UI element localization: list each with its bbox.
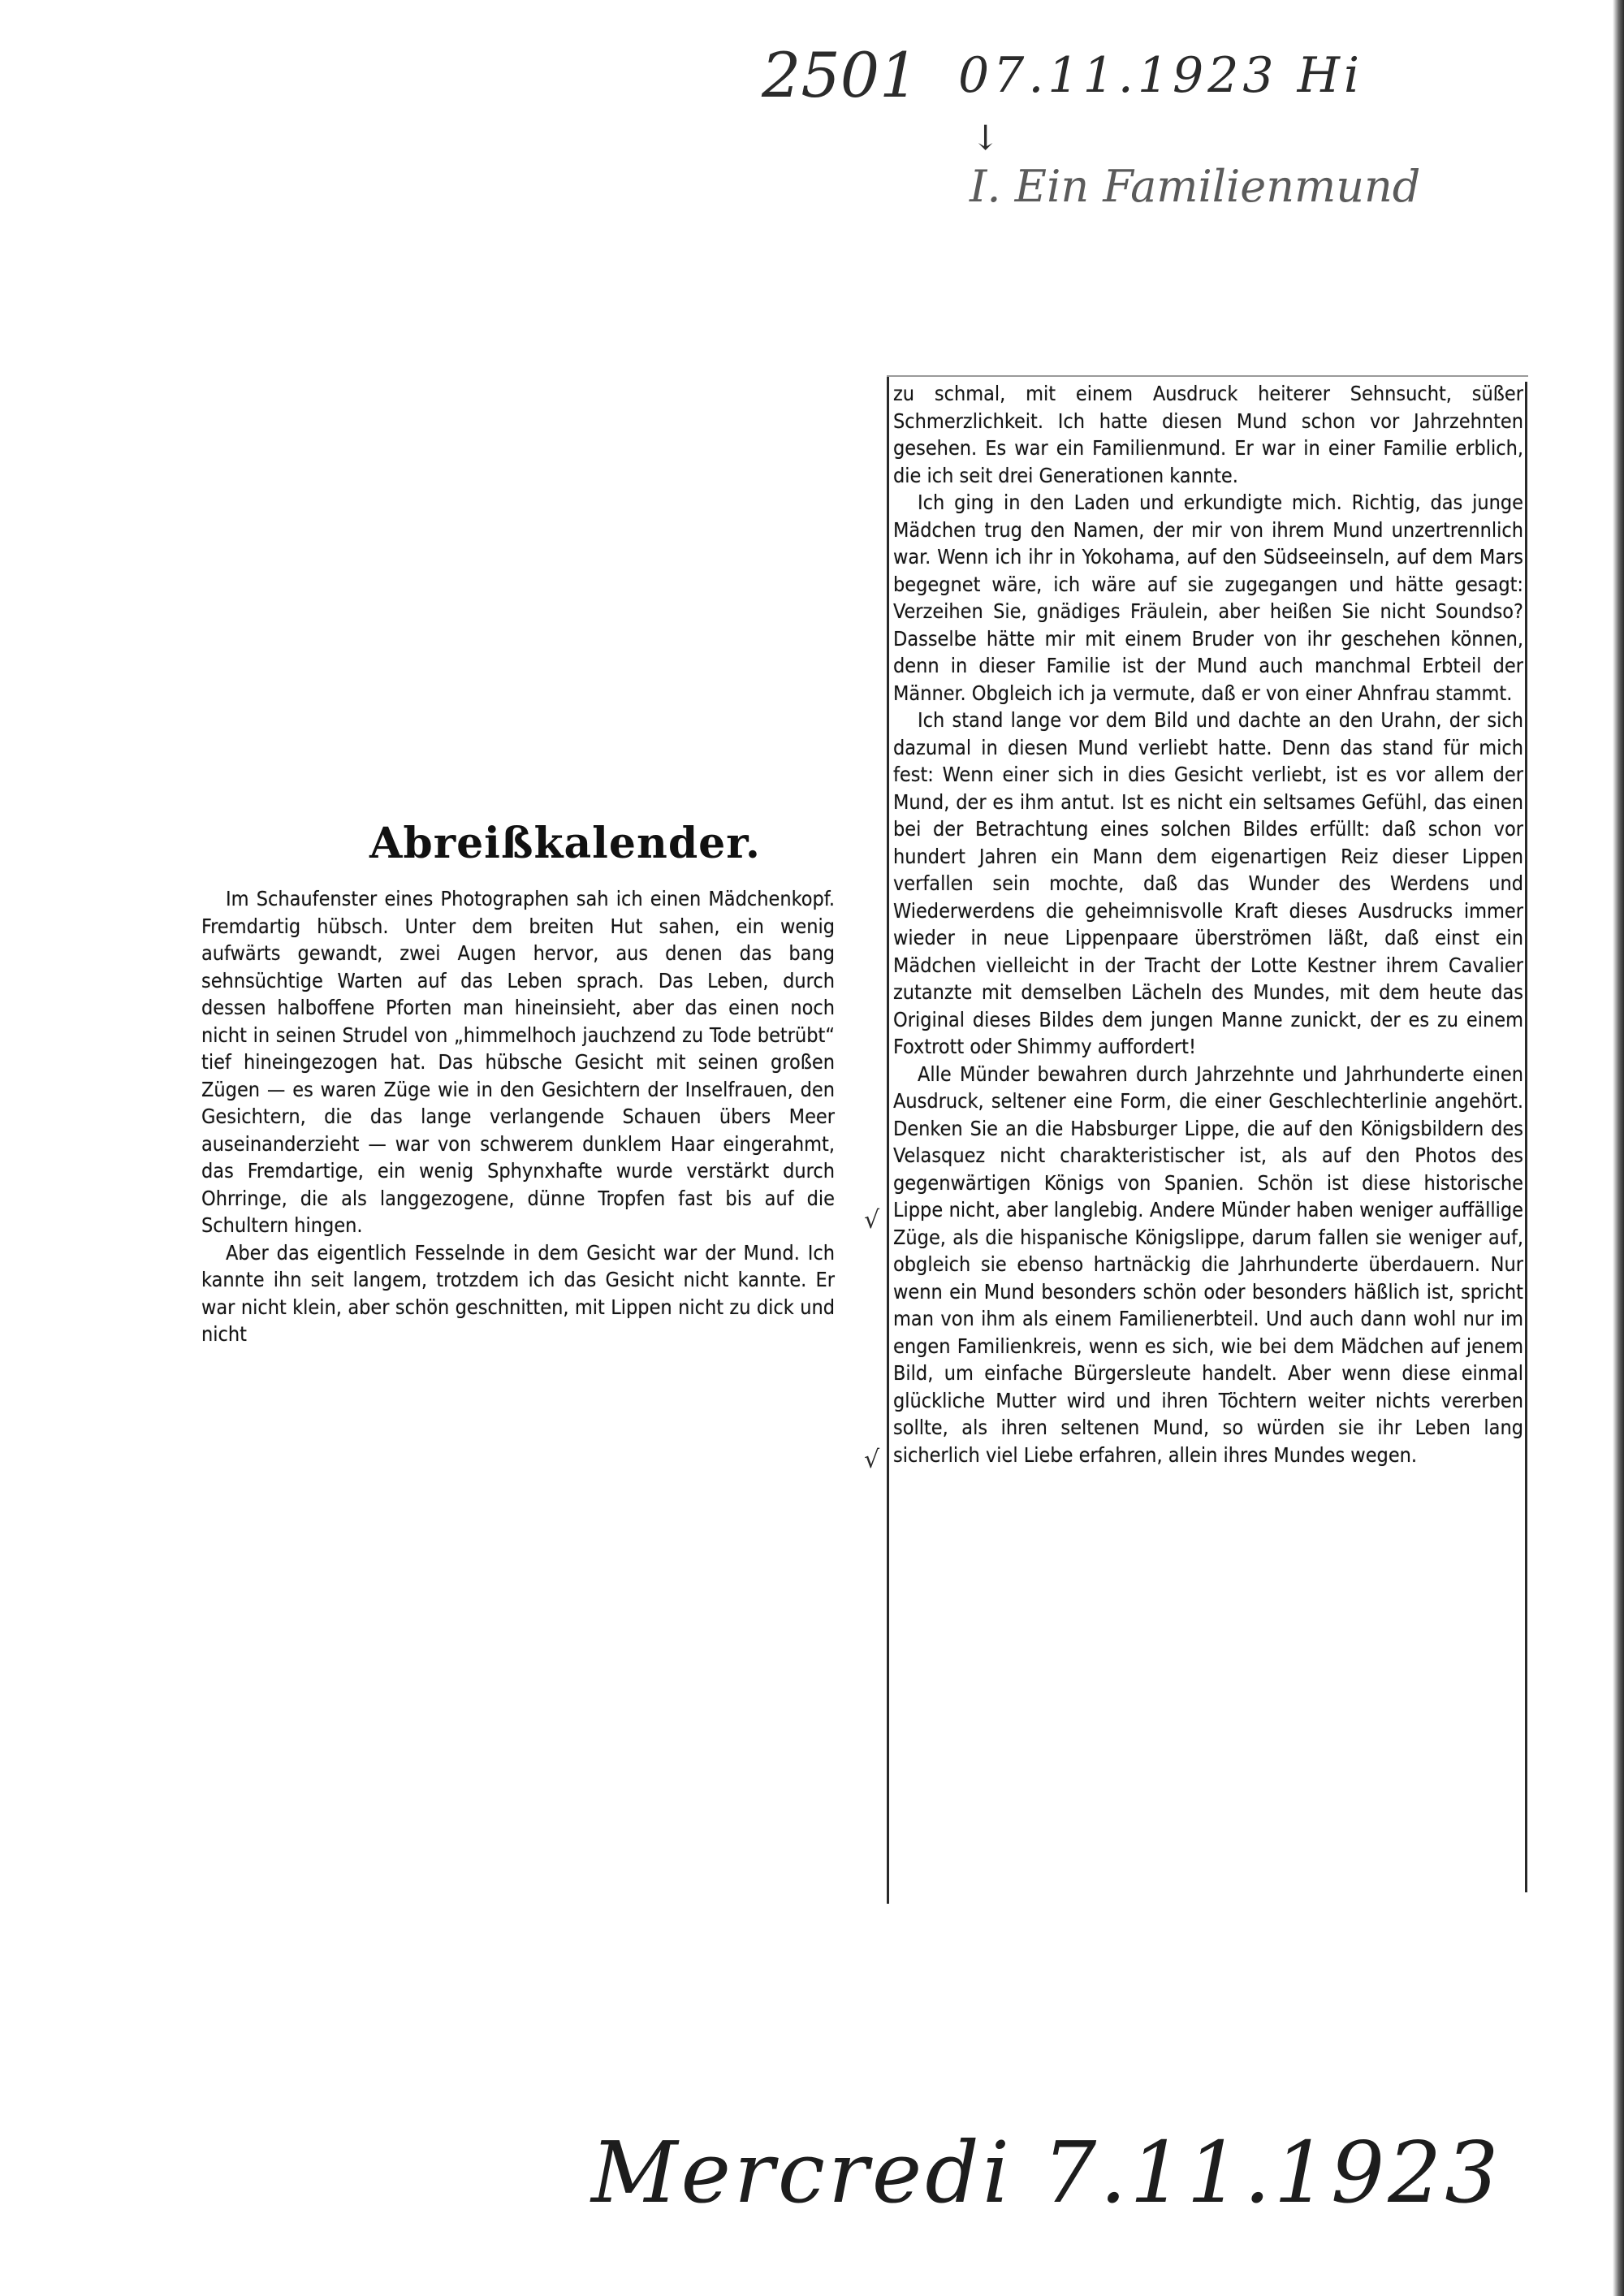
margin-check-mark: √ [864, 1446, 880, 1474]
article-left-column [201, 885, 835, 1348]
article-paragraph: Alle Münder bewahren durch Jahrzehnte und Jahrhunderte einen Ausdruck, seltener eine Form, die einer Geschlechterlinie angehört. Denken Sie an die Habsburger Lippe, die auf den Königsbildern des Velasquez nicht charakteristischer ist, als auf den Photos des gegenwärtigen Königs von Spanien. Schön ist diese historische Lippe nicht, aber langlebig. Andere Münder haben weniger auffällige Züge, als die hispanische Königslippe, darum fallen sie weniger auf, obgleich sie ebenso hartnäckig die Jahrhunderte überdauern. Nur wenn ein Mund besonders schön oder besonders häßlich ist, spricht man von ihm als einem Familienerbteil. Und auch dann wohl nur im engen Familienkreis, wenn es sich, wie bei dem Mädchen auf jenem Bild, um einfache Bürgersleute handelt. Aber wenn diese einmal glückliche Mutter wird und ihren Töchtern weiter nichts vererben sollte, als ihren seltenen Mund, so würden sie ihr Leben lang sicherlich viel Liebe erfahren, allein ihres Mundes wegen. [893, 1062, 1523, 1467]
archive-date-annotation: 07.11.1923 Hi [958, 47, 1364, 104]
article-paragraph: Aber das eigentlich Fesselnde in dem Gesicht war der Mund. Ich kannte ihn seit langem, trotzdem ich das Gesicht nicht kannte. Er war nicht klein, aber schön geschnitten, mit Lippen nicht zu dick und nicht [201, 1240, 835, 1346]
archive-number-annotation: 2501 [762, 39, 919, 111]
column-left-rule [887, 377, 889, 1904]
column-right-rule [1525, 382, 1527, 1892]
bottom-date-annotation: Mercredi 7.11.1923 [591, 2123, 1502, 2222]
article-right-column [893, 380, 1523, 1468]
arrow-mark-annotation: ↓ [971, 118, 1000, 158]
page-edge [1613, 0, 1624, 2296]
article-title: Abreißkalender. [369, 819, 761, 868]
article-paragraph: Ich ging in den Laden und erkundigte mich. Richtig, das junge Mädchen trug den Namen, der mir von ihrem Mund unzertrennlich war. Wenn ich ihr in Yokohama, auf den Südseeinseln, auf dem Mars begegnet wäre, ich wäre auf sie zugegangen und hätte gesagt: Verzeihen Sie, gnädiges Fräulein, aber heißen Sie nicht Soundso? Dasselbe hätte mir mit einem Bruder von ihr geschehen können, denn in dieser Familie ist der Mund auch manchmal Erbteil der Männer. Obgleich ich ja vermute, daß er von einer Ahnfrau stammt. [893, 491, 1523, 705]
folder-note-annotation: I. Ein Familienmund [970, 161, 1421, 212]
article-paragraph: zu schmal, mit einem Ausdruck heiterer Sehnsucht, süßer Schmerzlichkeit. Ich hatte diesen Mund schon vor Jahrzehnten gesehen. Es war ein Familienmund. Er war in einer Familie erblich, die ich seit drei Generationen kannte. [893, 382, 1523, 487]
column-top-rule [887, 375, 1528, 377]
article-paragraph: Im Schaufenster eines Photographen sah ich einen Mädchenkopf. Fremdartig hübsch. Unter dem breiten Hut sahen, ein wenig aufwärts gewandt, zwei Augen hervor, aus denen das bang sehnsüchtige Warten auf das Leben sprach. Das Leben, durch dessen halboffene Pforten man hineinsieht, aber das einen noch nicht in seinen Strudel von „himmelhoch jauchzend zu Tode betrübt“ tief hineingezogen hat. Das hübsche Gesicht mit seinen großen Zügen — es waren Züge wie in den Gesichtern der Inselfrauen, den Gesichtern, die das lange verlangende Schauen übers Meer auseinanderzieht — war von schwerem dunklem Haar eingerahmt, das Fremdartige, ein wenig Sphynxhafte wurde verstärkt durch Ohrringe, die als langgezogene, dünne Tropfen fast bis auf die Schultern hingen. [201, 887, 835, 1237]
margin-check-mark: √ [864, 1206, 880, 1234]
article-paragraph: Ich stand lange vor dem Bild und dachte an den Urahn, der sich dazumal in diesen Mund verliebt hatte. Denn das stand für mich fest: Wenn einer sich in dies Gesicht verliebt, ist es vor allem der Mund, der es ihm antut. Ist es nicht ein seltsames Gefühl, das einen bei der Betrachtung eines solchen Bildes erfüllt: daß schon vor hundert Jahren ein Mann dem eigenartigen Reiz dieser Lippen verfallen sein mochte, daß das Wunder des Werdens und Wiederwerdens die geheimnisvolle Kraft dieses Ausdrucks immer wieder in neue Lippenpaare überströmen läßt, daß einst ein Mädchen vielleicht in der Tracht der Lotte Kestner ihrem Cavalier zutanzte mit demselben Lächeln des Mundes, mit dem heute das Original dieses Bildes dem jungen Manne zunickt, der es zu einem Foxtrott oder Shimmy auffordert! [893, 708, 1523, 1058]
